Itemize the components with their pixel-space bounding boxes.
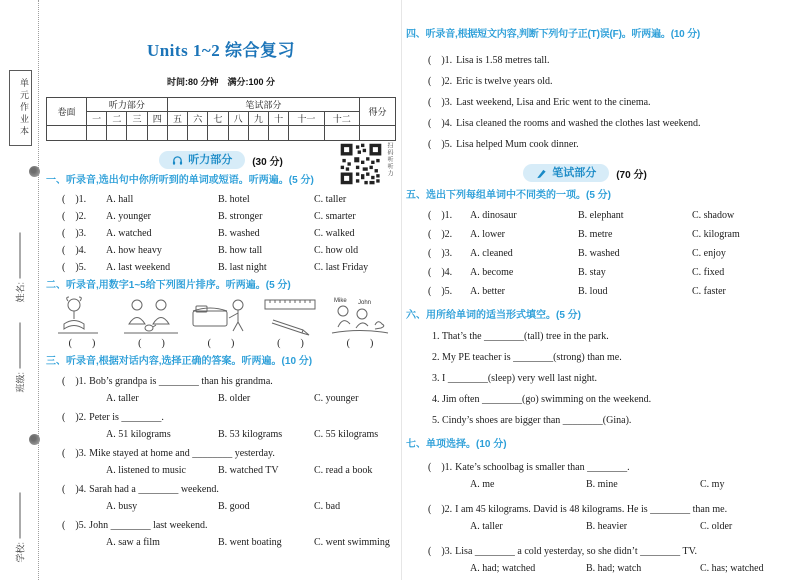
picture-mike-john	[328, 296, 392, 350]
score-corner-label: 卷面	[47, 98, 87, 126]
question	[46, 445, 396, 479]
option-a: A. watched	[106, 228, 152, 239]
choice-row	[46, 259, 396, 276]
section7-items	[406, 459, 764, 577]
option-c: C. younger	[314, 393, 359, 404]
question	[406, 459, 764, 493]
option-c: C. smarter	[314, 211, 356, 222]
stem-text: I am 45 kilograms. David is 48 kilograms. He is ________ than me.	[455, 504, 728, 515]
option-a: A. hall	[106, 194, 134, 205]
option-c: C. bad	[314, 501, 341, 512]
fill-blank-row: 5. Cindy’s shoes are bigger than ________(Gina).	[432, 415, 632, 426]
section4-heading: 四、听录音,根据短文内容,判断下列句子正(T)误(F)。听两遍。(10 分)	[406, 29, 701, 40]
pen-icon	[536, 168, 547, 179]
option-c: C. last Friday	[314, 262, 369, 273]
score-cell-empty	[208, 126, 228, 141]
section1-items	[46, 191, 396, 276]
option-c: C. shadow	[692, 210, 735, 221]
option-b: B. washed	[578, 248, 620, 259]
section7-heading: 七、单项选择。(10 分)	[406, 439, 507, 450]
page-fold-divider	[401, 0, 402, 580]
picture-ruler-pencil	[259, 296, 323, 350]
score-cell-empty	[360, 126, 396, 141]
true-false-row	[406, 71, 764, 92]
option-b: B. elephant	[578, 210, 624, 221]
score-col-header: 四	[147, 112, 167, 126]
qr-caption: 扫码听听力	[386, 142, 392, 177]
choice-row	[406, 244, 764, 263]
score-written-label: 笔试部分	[167, 98, 359, 112]
exam-time-info: 时间:80 分钟 满分:100 分	[166, 77, 276, 87]
choice-row	[46, 208, 396, 225]
order-paren: ( )	[346, 338, 374, 349]
option-a: A. had; watched	[470, 563, 536, 574]
options-row	[46, 534, 396, 551]
answer-paren: ( )4.	[62, 484, 87, 495]
option-a: A. lower	[470, 229, 505, 240]
question	[406, 543, 764, 577]
fill-blank-row: 3. I ________(sleep) very well last night.	[432, 373, 597, 384]
name-blank-line	[20, 233, 21, 279]
option-c: C. faster	[692, 286, 726, 297]
option-a: A. busy	[106, 501, 138, 512]
answer-paren: ( )1.	[62, 376, 87, 387]
answer-paren: ( )5.	[428, 286, 453, 297]
listening-points: (30 分)	[252, 156, 283, 168]
student-class-field	[14, 297, 27, 393]
true-false-row	[406, 113, 764, 134]
score-cell-empty	[268, 126, 288, 141]
true-false-row	[406, 50, 764, 71]
section4-items	[406, 50, 764, 155]
answer-paren: ( )3.	[62, 228, 87, 239]
question-stem	[46, 409, 396, 426]
question	[46, 481, 396, 515]
option-c: C. has; watched	[700, 563, 764, 574]
score-cell-empty	[289, 126, 324, 141]
true-false-row	[406, 134, 764, 155]
options-row	[46, 462, 396, 479]
option-a: A. taller	[470, 521, 503, 532]
score-cell-empty	[127, 126, 147, 141]
answer-paren: ( )5.	[62, 262, 87, 273]
written-points: (70 分)	[616, 169, 647, 181]
score-col-header: 一	[87, 112, 107, 126]
score-cell-empty	[248, 126, 268, 141]
binding-dotted-line	[38, 0, 39, 580]
option-b: B. went boating	[218, 537, 282, 548]
answer-paren: ( )3.	[62, 448, 87, 459]
question	[46, 517, 396, 551]
statement-text: Last weekend, Lisa and Eric went to the cinema.	[456, 97, 651, 108]
score-cell-empty	[188, 126, 208, 141]
option-a: A. me	[470, 479, 495, 490]
score-col-header: 三	[127, 112, 147, 126]
option-b: B. hotel	[218, 194, 250, 205]
answer-paren: ( )1.	[428, 210, 453, 221]
option-b: B. mine	[586, 479, 618, 490]
question	[46, 373, 396, 407]
option-a: A. become	[470, 267, 514, 278]
option-b: B. 53 kilograms	[218, 429, 283, 440]
answer-paren: ( )5.	[62, 520, 87, 531]
picture-grandparents-tea	[120, 296, 184, 350]
stem-text: Mike stayed at home and ________ yesterday.	[89, 448, 275, 459]
question	[406, 501, 764, 535]
question-stem	[406, 459, 764, 476]
order-paren: ( )	[207, 338, 235, 349]
choice-row	[406, 263, 764, 282]
fill-blank-row: 1. That’s the ________(tall) tree in the park.	[432, 331, 609, 342]
answer-paren: ( )1.	[62, 194, 87, 205]
right-page	[406, 0, 764, 580]
answer-paren: ( )4.	[428, 267, 453, 278]
question-stem	[46, 445, 396, 462]
option-b: B. stronger	[218, 211, 263, 222]
score-col-header: 五	[167, 112, 187, 126]
score-cell-empty	[147, 126, 167, 141]
grandparents-tea-icon	[122, 296, 182, 336]
options-row	[406, 560, 764, 577]
options-row	[46, 426, 396, 443]
choice-row	[46, 225, 396, 242]
option-c: C. read a book	[314, 465, 373, 476]
question	[46, 409, 396, 443]
score-cell-empty	[324, 126, 359, 141]
section3-items	[46, 373, 396, 551]
option-a: A. 51 kilograms	[106, 429, 171, 440]
score-total-label: 得分	[360, 98, 396, 126]
left-page	[46, 0, 396, 580]
option-b: B. last night	[218, 262, 267, 273]
question-stem	[406, 543, 764, 560]
picture-making-bed	[189, 296, 253, 350]
mike-label: Mike	[334, 298, 347, 304]
option-a: A. taller	[106, 393, 139, 404]
statement-text: Lisa is 1.58 metres tall.	[456, 55, 550, 66]
order-paren: ( )	[138, 338, 165, 349]
written-banner-label: 笔试部分	[552, 167, 597, 179]
answer-paren: ( )1.	[428, 55, 453, 66]
option-b: B. had; watch	[586, 563, 642, 574]
john-label: John	[358, 300, 372, 306]
score-col-header: 六	[188, 112, 208, 126]
question-stem	[46, 373, 396, 390]
binding-hole-icon	[29, 434, 40, 445]
stem-text: Lisa ________ a cold yesterday, so she didn’t ________ TV.	[455, 546, 697, 557]
score-col-header: 七	[208, 112, 228, 126]
answer-paren: ( )2.	[62, 211, 87, 222]
option-a: A. dinosaur	[470, 210, 517, 221]
ruler-pencil-icon	[261, 296, 321, 336]
question-stem	[406, 501, 764, 518]
options-row	[46, 498, 396, 515]
option-a: A. saw a film	[106, 537, 160, 548]
written-section-banner	[406, 164, 764, 182]
class-blank-line	[20, 323, 21, 369]
section2-picture-row	[46, 296, 396, 350]
mike-john-icon	[330, 296, 390, 336]
school-label: 学校:	[15, 541, 26, 563]
score-cell-empty	[228, 126, 248, 141]
option-c: C. older	[700, 521, 733, 532]
stem-text: Sarah had a ________ weekend.	[89, 484, 219, 495]
choice-row	[46, 191, 396, 208]
score-col-header: 十一	[289, 112, 324, 126]
option-c: C. fixed	[692, 267, 725, 278]
section6-heading: 六、用所给单词的适当形式填空。(5 分)	[406, 310, 581, 321]
score-cell-empty	[107, 126, 127, 141]
order-paren: ( )	[68, 338, 96, 349]
score-col-header: 二	[107, 112, 127, 126]
option-c: C. 55 kilograms	[314, 429, 379, 440]
option-b: B. loud	[578, 286, 608, 297]
option-c: C. how old	[314, 245, 359, 256]
headphones-icon	[172, 155, 183, 166]
answer-paren: ( )3.	[428, 248, 453, 259]
student-name-field	[14, 207, 27, 303]
choice-row	[406, 206, 764, 225]
option-c: C. my	[700, 479, 725, 490]
answer-paren: ( )1.	[428, 462, 453, 473]
student-school-field	[14, 467, 27, 563]
making-bed-icon	[191, 296, 251, 336]
options-row	[406, 476, 764, 493]
page-title: Units 1~2 综合复习	[146, 41, 296, 60]
option-b: B. good	[218, 501, 250, 512]
section5-items	[406, 206, 764, 301]
section6-items	[406, 326, 764, 431]
option-a: A. better	[470, 286, 505, 297]
section3-heading: 三、听录音,根据对话内容,选择正确的答案。听两遍。(10 分)	[46, 356, 313, 367]
school-blank-line	[20, 493, 21, 539]
score-cell-empty	[87, 126, 107, 141]
score-cell-empty	[47, 126, 87, 141]
option-a: A. how heavy	[106, 245, 162, 256]
option-c: C. walked	[314, 228, 355, 239]
score-listening-label: 听力部分	[87, 98, 168, 112]
option-b: B. older	[218, 393, 251, 404]
question-stem	[46, 517, 396, 534]
options-row	[46, 390, 396, 407]
score-col-header: 九	[248, 112, 268, 126]
option-a: A. listened to music	[106, 465, 186, 476]
qr-code-icon	[339, 142, 383, 186]
answer-paren: ( )2.	[428, 229, 453, 240]
options-row	[406, 518, 764, 535]
fill-blank-row: 4. Jim often ________(go) swimming on the weekend.	[432, 394, 652, 405]
option-b: B. watched TV	[218, 465, 279, 476]
option-c: C. taller	[314, 194, 347, 205]
score-col-header: 八	[228, 112, 248, 126]
answer-paren: ( )2.	[62, 412, 87, 423]
choice-row	[46, 242, 396, 259]
stem-text: Peter is ________.	[89, 412, 164, 423]
stem-text: Bob’s grandpa is ________ than his grandma.	[89, 376, 273, 387]
option-c: C. kilogram	[692, 229, 740, 240]
section5-heading: 五、选出下列每组单词中不同类的一项。(5 分)	[406, 190, 611, 201]
option-a: A. younger	[106, 211, 151, 222]
score-col-header: 十	[268, 112, 288, 126]
answer-paren: ( )2.	[428, 504, 453, 515]
option-a: A. cleaned	[470, 248, 513, 259]
answer-paren: ( )5.	[428, 139, 453, 150]
option-c: C. enjoy	[692, 248, 726, 259]
option-c: C. went swimming	[314, 537, 390, 548]
stem-text: John ________ last weekend.	[89, 520, 208, 531]
option-b: B. washed	[218, 228, 260, 239]
answer-paren: ( )3.	[428, 546, 453, 557]
true-false-row	[406, 92, 764, 113]
listening-qr-block	[339, 142, 394, 186]
order-paren: ( )	[277, 338, 304, 349]
score-table	[46, 97, 396, 141]
statement-text: Lisa helped Mum cook dinner.	[456, 139, 579, 150]
choice-row	[406, 282, 764, 301]
answer-paren: ( )4.	[62, 245, 87, 256]
answer-paren: ( )4.	[428, 118, 453, 129]
option-b: B. metre	[578, 229, 613, 240]
option-b: B. stay	[578, 267, 606, 278]
fill-blank-row: 2. My PE teacher is ________(strong) than me.	[432, 352, 622, 363]
girl-reading-icon	[52, 296, 112, 336]
class-label: 班级:	[15, 371, 26, 393]
answer-paren: ( )3.	[428, 97, 453, 108]
listening-banner-label: 听力部分	[188, 154, 233, 166]
statement-text: Eric is twelve years old.	[456, 76, 553, 87]
answer-paren: ( )2.	[428, 76, 453, 87]
book-series-label: 单元作业本	[9, 70, 32, 146]
picture-girl-reading	[50, 296, 114, 350]
section2-heading: 二、听录音,用数字1~5给下列图片排序。听两遍。(5 分)	[46, 280, 291, 291]
stem-text: Kate’s schoolbag is smaller than ________.	[455, 462, 630, 473]
binding-hole-icon	[29, 166, 40, 177]
score-col-header: 十二	[324, 112, 359, 126]
section1-heading: 一、听录音,选出句中你所听到的单词或短语。听两遍。(5 分)	[46, 175, 314, 186]
statement-text: Lisa cleaned the rooms and washed the clothes last weekend.	[456, 118, 701, 129]
option-b: B. how tall	[218, 245, 263, 256]
score-cell-empty	[167, 126, 187, 141]
option-b: B. heavier	[586, 521, 628, 532]
question-stem	[46, 481, 396, 498]
choice-row	[406, 225, 764, 244]
option-a: A. last weekend	[106, 262, 171, 273]
name-label: 姓名:	[15, 281, 26, 303]
